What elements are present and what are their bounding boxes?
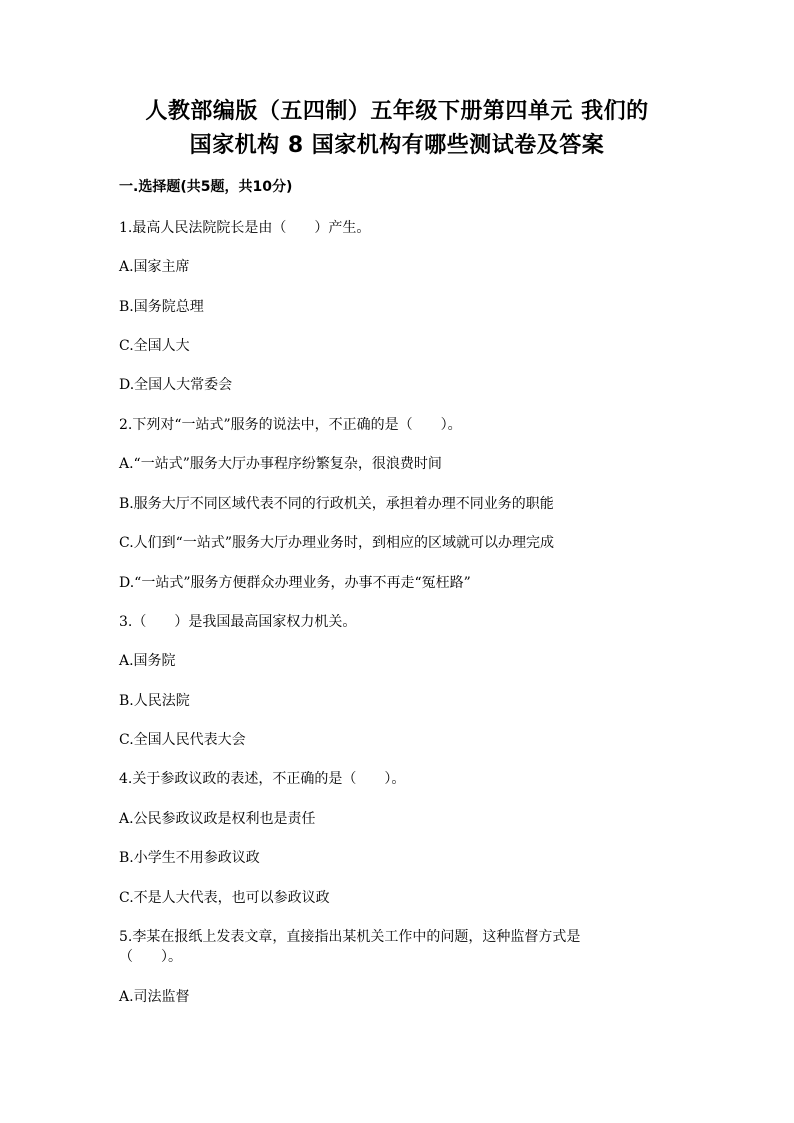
question-4-option-c: C.不是人大代表，也可以参政议政 (119, 890, 330, 906)
question-2-stem: 2.下列对“一站式”服务的说法中，不正确的是（ ）。 (119, 417, 462, 433)
question-4-option-b: B.小学生不用参政议政 (119, 850, 260, 866)
question-4-stem: 4.关于参政议政的表述，不正确的是（ ）。 (119, 771, 406, 787)
question-5-stem-continuation: （ ）。 (119, 949, 182, 965)
question-1-stem: 1.最高人民法院院长是由（ ）产生。 (119, 220, 371, 236)
question-3-option-c: C.全国人民代表大会 (119, 732, 246, 748)
document-title-line-2: 国家机构 8 国家机构有哪些测试卷及答案 (189, 133, 605, 158)
question-1-option-d: D.全国人大常委会 (119, 377, 233, 393)
question-1-option-a: A.国家主席 (119, 259, 190, 275)
question-2-option-b: B.服务大厅不同区域代表不同的行政机关，承担着办理不同业务的职能 (119, 496, 554, 512)
question-4-option-a: A.公民参政议政是权利也是责任 (119, 811, 316, 827)
question-2-option-a: A.“一站式”服务大厅办事程序纷繁复杂，很浪费时间 (119, 456, 442, 472)
question-5-option-a: A.司法监督 (119, 989, 190, 1005)
question-3-stem: 3.（ ）是我国最高国家权力机关。 (119, 614, 357, 630)
question-3-option-b: B.人民法院 (119, 693, 190, 709)
question-1-option-b: B.国务院总理 (119, 299, 204, 315)
question-2-option-d: D.“一站式”服务方便群众办理业务，办事不再走“冤枉路” (119, 575, 471, 591)
section-heading: 一.选择题(共5题，共10分) (119, 179, 293, 195)
document-title-line-1: 人教部编版（五四制）五年级下册第四单元 我们的 (145, 99, 649, 124)
question-1-option-c: C.全国人大 (119, 338, 190, 354)
question-2-option-c: C.人们到“一站式”服务大厅办理业务时，到相应的区域就可以办理完成 (119, 535, 554, 551)
question-3-option-a: A.国务院 (119, 653, 176, 669)
question-5-stem: 5.李某在报纸上发表文章，直接指出某机关工作中的问题，这种监督方式是 (119, 929, 581, 945)
